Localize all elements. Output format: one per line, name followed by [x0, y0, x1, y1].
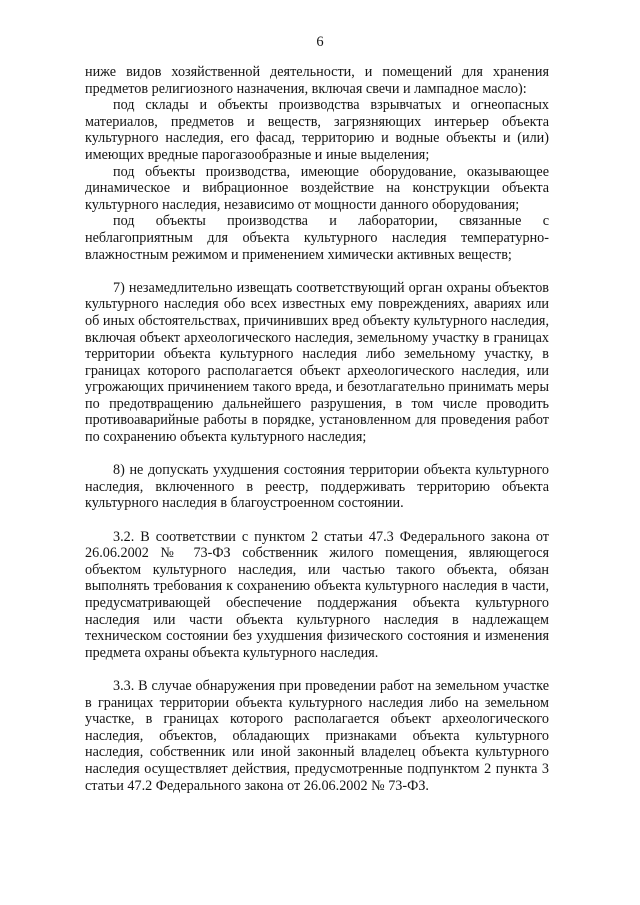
paragraph-item-8: 8) не допускать ухудшения состояния территории объекта культурного наследия, включенного в реестр, поддерживать территорию объекта культурного наследия в благоустроенном состоянии. — [85, 462, 549, 512]
paragraph-3-2: 3.2. В соответствии с пунктом 2 статьи 47.3 Федерального закона от 26.06.2002 № 73-ФЗ собственник жилого помещения, являющегося объектом культурного наследия, или частью такого объекта, обязан выполнять требования к сохранению объекта культурного наследия в части, предусматривающей обеспечение поддержания объекта культурного наследия или части объекта культурного наследия в надлежащем техническом состоянии без ухудшения физического состояния и изменения предмета охраны объекта культурного наследия. — [85, 528, 549, 661]
paragraph-warehouses: под склады и объекты производства взрывчатых и огнеопасных материалов, предметов и веществ, загрязняющих интерьер объекта культурного наследия, его фасад, территорию и водные объекты и (или) имеющих вредные парогазообразные и иные выделения; — [85, 97, 549, 163]
paragraph-3-3: 3.3. В случае обнаружения при проведении работ на земельном участке в границах территории объекта культурного наследия либо на земельном участке, в границах которого располагается объект археологического наследия, объектов, обладающих признаками объекта культурного наследия, собственник или иной законный владелец объекта культурного наследия осуществляет действия, предусмотренные подпунктом 2 пункта 3 статьи 47.2 Федерального закона от 26.06.2002 № 73-ФЗ. — [85, 677, 549, 794]
paragraph-continuation: ниже видов хозяйственной деятельности, и помещений для хранения предметов религиозного назначения, включая свечи и лампадное масло): — [85, 64, 549, 97]
document-body — [85, 64, 549, 794]
paragraph-laboratories: под объекты производства и лаборатории, связанные с неблагоприятным для объекта культурного наследия температурно-влажностным режимом и применением химически активных веществ; — [85, 213, 549, 263]
paragraph-item-7: 7) незамедлительно извещать соответствующий орган охраны объектов культурного наследия обо всех известных ему повреждениях, авариях или об иных обстоятельствах, причинивших вред объекту культурного наследия, включая объект археологического наследия, земельному участку в границах территории объекта культурного наследия либо земельному участку, в границах которого располагается объект археологического наследия, или угрожающих причинением такого вреда, и безотлагательно принимать меры по предотвращению дальнейшего разрушения, в том числе проводить противоаварийные работы в порядке, установленном для проведения работ по сохранению объекта культурного наследия; — [85, 279, 549, 446]
page-number: 6 — [316, 34, 324, 50]
paragraph-vibration: под объекты производства, имеющие оборудование, оказывающее динамическое и вибрационное воздействие на конструкции объекта культурного наследия, независимо от мощности данного оборудования; — [85, 163, 549, 213]
